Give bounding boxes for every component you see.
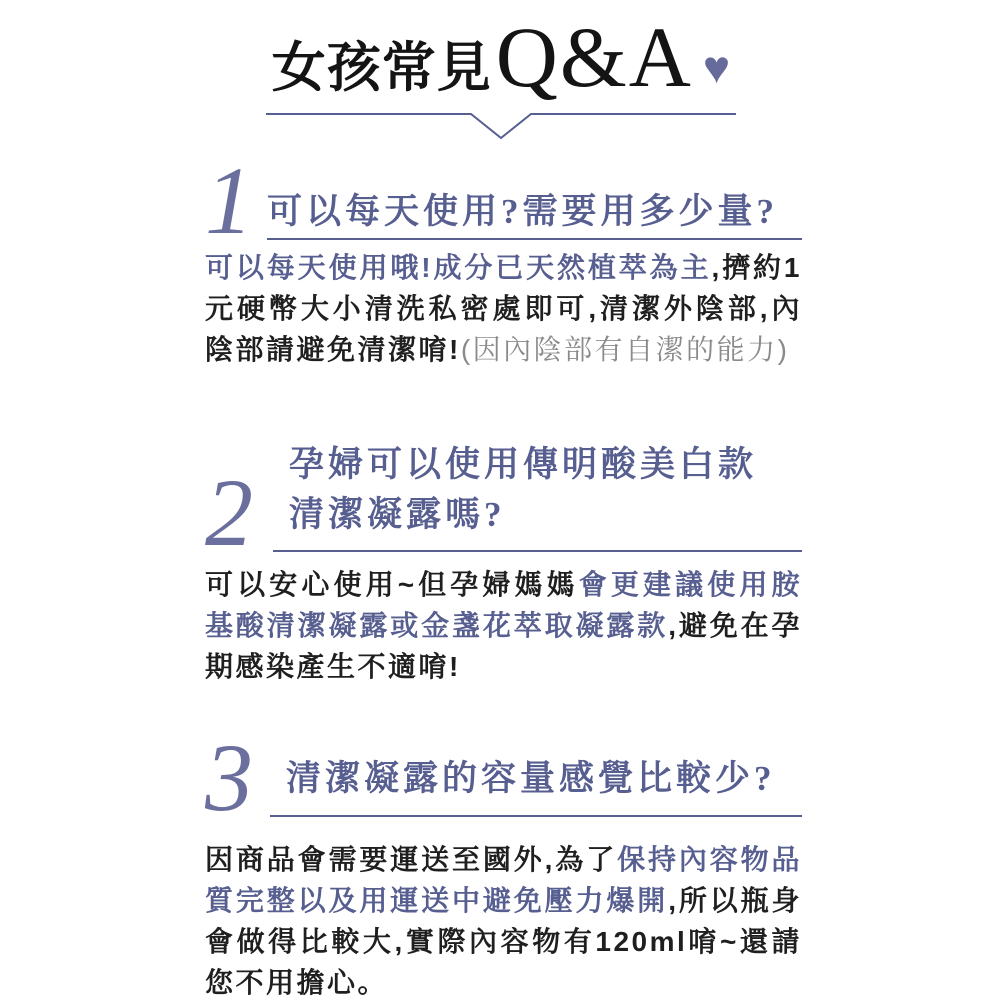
answer-1-text: [205, 247, 802, 370]
question-3-title: [270, 756, 802, 817]
question-1-line: 可以每天使用?需要用多少量?: [267, 191, 779, 231]
answer-2-segment-dark-1: 可以安心使用~但孕婦媽媽: [205, 569, 579, 600]
title-divider: [266, 112, 736, 142]
question-2-line-2: 清潔凝露嗎?: [289, 495, 506, 534]
answer-2-text: [205, 564, 802, 687]
page-title-chinese: 女孩常見: [271, 38, 492, 98]
page-title-latin: Q&A: [495, 9, 693, 105]
answer-3-segment-accent: 保持內容物品質完整以及用運送中避免壓力爆開: [205, 844, 802, 916]
notched-divider-line: [266, 112, 736, 142]
heart-icon: ♥: [702, 41, 731, 94]
answer-1-segment-accent: 可以每天使用哦!成分已天然植萃為主: [205, 252, 712, 283]
question-3-header: [205, 724, 802, 831]
question-3-line: 清潔凝露的容量感覺比較少?: [286, 758, 776, 798]
question-1-title: [267, 189, 802, 240]
question-1-header: [205, 147, 802, 254]
answer-3-segment-dark-2: ,所以瓶身會做得比較大,實際內容物有120ml唷~還請您不用擔心。: [205, 885, 802, 998]
answer-2-segment-dark-2: ,避免在孕期感染產生不適唷!: [205, 610, 802, 682]
question-2-number: 2: [205, 459, 253, 567]
answer-3-segment-dark-1: 因商品會需要運送至國外,為了: [205, 844, 618, 875]
answer-3-text: [205, 839, 802, 1002]
question-3-number: 3: [205, 724, 253, 831]
answer-1-segment-dark: ,擠約1元硬幣大小清洗私密處即可,清潔外陰部,內陰部請避免清潔唷!: [205, 252, 802, 365]
question-2-title: [273, 440, 802, 552]
answer-1-segment-note: (因內陰部有自潔的能力): [460, 334, 790, 365]
question-1-number: 1: [205, 147, 253, 254]
question-2-header: [205, 440, 802, 567]
answer-2-segment-accent: 會更建議使用胺基酸清潔凝露或金盞花萃取凝露款: [205, 569, 802, 641]
page-header: [0, 10, 1002, 105]
question-2-line-1: 孕婦可以使用傳明酸美白款: [289, 445, 758, 484]
